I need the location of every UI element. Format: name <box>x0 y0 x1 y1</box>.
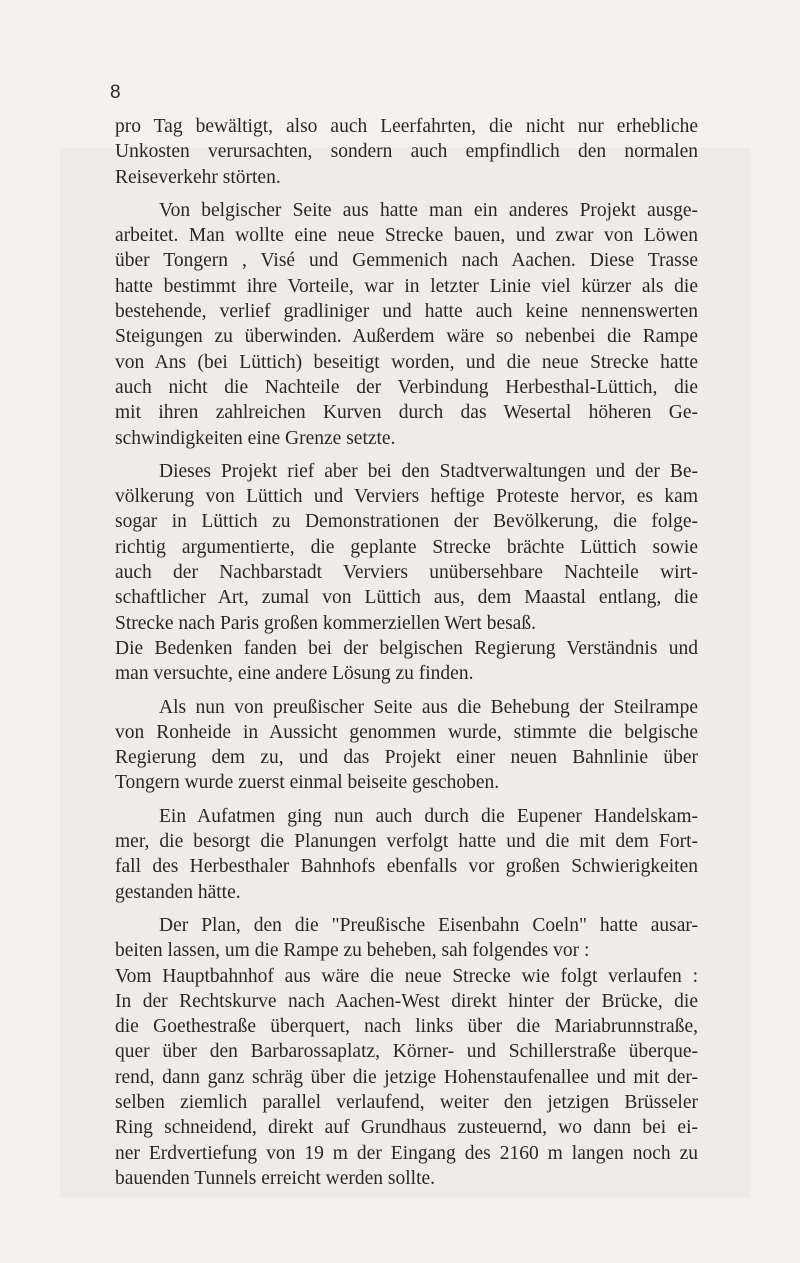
text-line: arbeitet. Man wollte eine neue Strecke bauen, und zwar von Löwen <box>115 225 698 247</box>
text-line: Der Plan, den die "Preußische Eisenbahn Coeln" hatte ausar- <box>159 914 698 936</box>
paragraph <box>115 695 698 796</box>
text-line: richtig argumentierte, die geplante Strecke brächte Lüttich sowie <box>115 536 698 558</box>
text-line: Reiseverkehr störten. <box>115 166 281 188</box>
text-line: quer über den Barbarossaplatz, Körner- und Schillerstraße überque- <box>115 1041 698 1063</box>
text-line: mit ihren zahlreichen Kurven durch das Wesertal höheren Ge- <box>115 402 698 424</box>
text-line: auch der Nachbarstadt Verviers unübersehbare Nachteile wirt- <box>115 562 698 584</box>
page-number: 8 <box>110 82 121 103</box>
text-line: auch nicht die Nachteile der Verbindung Herbesthal-Lüttich, die <box>115 376 698 398</box>
text-line: bestehende, verlief gradliniger und hatte auch keine nennenswerten <box>115 301 698 323</box>
text-line: Als nun von preußischer Seite aus die Behebung der Steilrampe <box>159 696 698 718</box>
text-line: von Ronheide in Aussicht genommen wurde, stimmte die belgische <box>115 721 698 743</box>
paragraph <box>115 804 698 905</box>
text-line: man versuchte, eine andere Lösung zu finden. <box>115 663 474 685</box>
text-line: die Goethestraße überquert, nach links über die Mariabrunnstraße, <box>115 1016 698 1038</box>
body-text <box>115 114 698 1191</box>
text-line: ner Erdvertiefung von 19 m der Eingang des 2160 m langen noch zu <box>115 1142 698 1164</box>
text-line: Strecke nach Paris großen kommerziellen Wert besaß. <box>115 612 536 634</box>
text-line: Von belgischer Seite aus hatte man ein anderes Projekt ausge- <box>159 199 698 221</box>
text-line: schaftlicher Art, zumal von Lüttich aus, dem Maastal entlang, die <box>115 587 698 609</box>
text-line: Die Bedenken fanden bei der belgischen Regierung Verständnis und <box>115 637 698 659</box>
text-line: Vom Hauptbahnhof aus wäre die neue Strecke wie folgt verlaufen : <box>115 965 698 987</box>
text-line: mer, die besorgt die Planungen verfolgt hatte und die mit dem Fort- <box>115 831 698 853</box>
text-line: Dieses Projekt rief aber bei den Stadtverwaltungen und der Be- <box>159 460 698 482</box>
text-line: sogar in Lüttich zu Demonstrationen der Bevölkerung, die folge- <box>115 511 698 533</box>
text-line: rend, dann ganz schräg über die jetzige Hohenstaufenallee und mit der- <box>115 1066 698 1088</box>
text-line: Steigungen zu überwinden. Außerdem wäre so nebenbei die Rampe <box>115 326 698 348</box>
text-line: pro Tag bewältigt, also auch Leerfahrten, die nicht nur erhebliche <box>115 116 698 137</box>
text-line: über Tongern , Visé und Gemmenich nach Aachen. Diese Trasse <box>115 250 698 272</box>
text-line: hatte bestimmt ihre Vorteile, war in letzter Linie viel kürzer als die <box>115 275 698 297</box>
paragraph <box>115 459 698 687</box>
paragraph <box>115 198 698 451</box>
text-line: selben ziemlich parallel verlaufend, weiter den jetzigen Brüsseler <box>115 1091 698 1113</box>
text-line: gestanden hätte. <box>115 881 241 903</box>
text-line: beiten lassen, um die Rampe zu beheben, sah folgendes vor : <box>115 940 590 962</box>
text-line: Unkosten verursachten, sondern auch empfindlich den normalen <box>115 141 698 163</box>
text-line: In der Rechtskurve nach Aachen-West direkt hinter der Brücke, die <box>115 990 698 1012</box>
paragraph <box>115 114 698 190</box>
text-line: Tongern wurde zuerst einmal beiseite geschoben. <box>115 772 500 794</box>
text-line: schwindigkeiten eine Grenze setzte. <box>115 427 396 449</box>
text-line: von Ans (bei Lüttich) beseitigt worden, und die neue Strecke hatte <box>115 351 698 373</box>
text-line: fall des Herbesthaler Bahnhofs ebenfalls vor großen Schwierigkeiten <box>115 856 698 878</box>
paragraph <box>115 913 698 1191</box>
text-line: Regierung dem zu, und das Projekt einer neuen Bahnlinie über <box>115 747 698 769</box>
text-line: Ring schneidend, direkt auf Grundhaus zusteuernd, wo dann bei ei- <box>115 1117 698 1139</box>
text-line: völkerung von Lüttich und Verviers heftige Proteste hervor, es kam <box>115 486 698 508</box>
text-line: Ein Aufatmen ging nun auch durch die Eupener Handelskam- <box>159 805 698 827</box>
text-line: bauenden Tunnels erreicht werden sollte. <box>115 1167 436 1189</box>
